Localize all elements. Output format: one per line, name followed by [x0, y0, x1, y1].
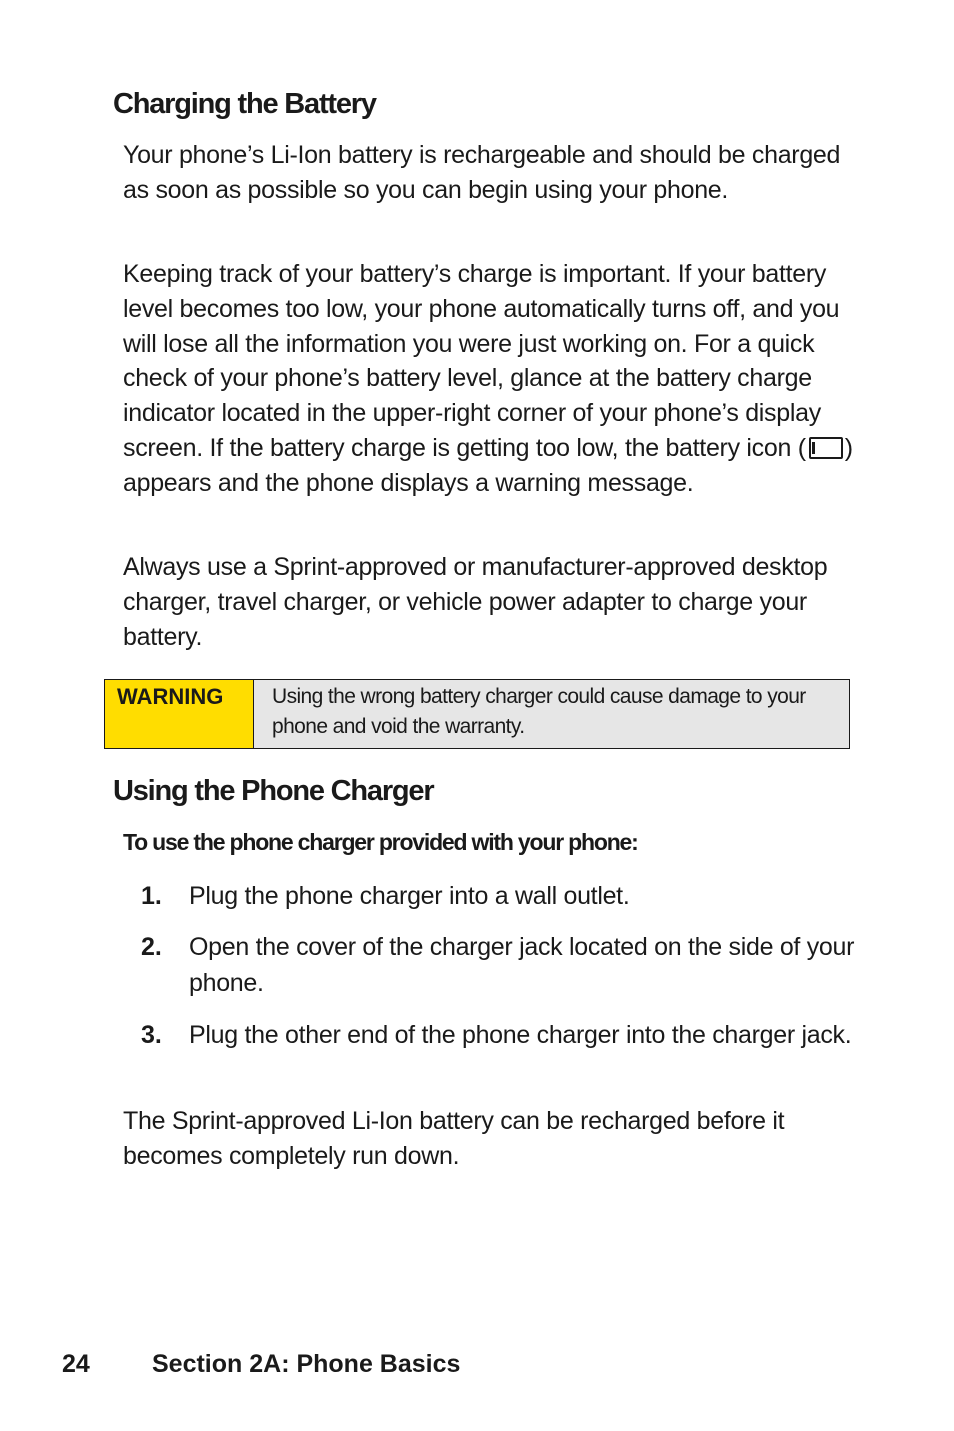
paragraph-battery-intro: Your phone’s Li-Ion battery is rechargeable and should be charged as soon as possible so you can begin using your phone. [123, 141, 841, 204]
step-number: 3. [141, 1021, 162, 1049]
warning-label: WARNING [105, 680, 254, 748]
step-text: Open the cover of the charger jack located on the side of your phone. [189, 933, 855, 997]
step-number: 1. [141, 882, 162, 910]
step-number: 2. [141, 933, 162, 961]
page-footer [62, 1350, 460, 1379]
battery-level-bar [812, 442, 815, 454]
section-heading-charging: Charging the Battery [113, 88, 376, 120]
paragraph-text-before-icon: Keeping track of your battery’s charge is important. If your battery level becomes too low, your phone automatically turns off, and you will lose all the information you were just working on. For a quick check of your phone’s battery level, glance at the battery charge indicator located in the upper-right corner of your phone’s display screen. If the battery charge is getting too low, the battery icon ( [123, 260, 840, 462]
warning-box [104, 679, 850, 749]
battery-low-icon [809, 437, 843, 459]
paragraph-battery-tracking [123, 257, 858, 501]
instructions-intro: To use the phone charger provided with your phone: [123, 829, 638, 855]
paragraph-text-after-icon: ) appears and the phone displays a warning message. [123, 433, 853, 497]
paragraph-recharge-note: The Sprint-approved Li-Ion battery can be recharged before it becomes completely run down. [123, 1107, 785, 1170]
step-text: Plug the other end of the phone charger into the charger jack. [189, 1021, 852, 1049]
section-heading-using-charger: Using the Phone Charger [113, 775, 434, 807]
page-number: 24 [62, 1350, 90, 1378]
warning-text: Using the wrong battery charger could cause damage to your phone and void the warranty. [254, 680, 849, 748]
paragraph-approved-chargers: Always use a Sprint-approved or manufacturer-approved desktop charger, travel charger, or vehicle power adapter to charge your battery. [123, 553, 828, 651]
step-text: Plug the phone charger into a wall outlet. [189, 882, 630, 910]
section-title: Section 2A: Phone Basics [152, 1350, 461, 1378]
